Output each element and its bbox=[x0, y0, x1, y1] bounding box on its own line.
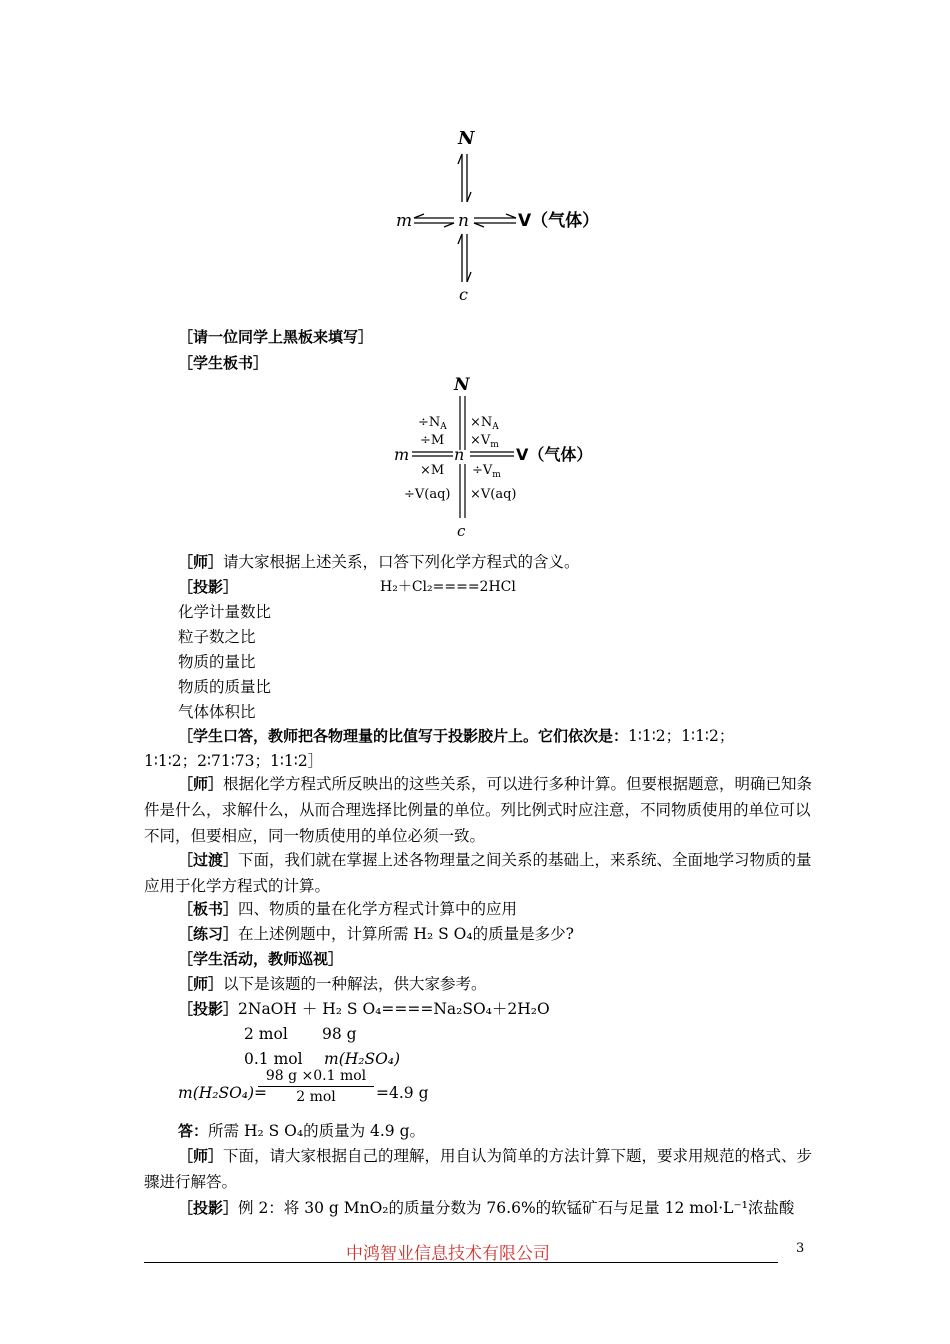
diagram2-m: m bbox=[394, 445, 410, 464]
line-activity: ［学生活动，教师巡视］ bbox=[178, 950, 344, 968]
relation-diagram-2 bbox=[390, 370, 620, 542]
calc-numerator: 98 g ×0.1 mol bbox=[258, 1068, 374, 1087]
diagram2-sub-A2: A bbox=[492, 422, 499, 432]
calc-lhs: m(H₂SO₄)= bbox=[178, 1084, 268, 1102]
para-teacher-4: ［师］下面，请大家根据自己的理解，用自认为简单的方法计算下题，要求用规范的格式、步骤进行解答。 bbox=[144, 1147, 813, 1191]
relation-diagram-1 bbox=[390, 122, 610, 304]
svg-text:×Vm bbox=[470, 433, 499, 450]
diagram2-mul-Vaq: ×V(aq) bbox=[470, 487, 517, 502]
line-amounts-1: 2 mol 98 g bbox=[244, 1025, 357, 1043]
line-item-mass: 物质的质量比 bbox=[178, 678, 272, 696]
para-projection-3: ［投影］例 2：将 30 g MnO₂的质量分数为 76.6%的软锰矿石与足量 12 mol·L⁻¹浓盐酸 bbox=[178, 1199, 795, 1217]
svg-text:÷Vm bbox=[472, 463, 501, 480]
line-item-coef: 化学计量数比 bbox=[178, 603, 272, 621]
diagram1-V: V（气体） bbox=[518, 211, 600, 231]
diagram2-div-M: ÷M bbox=[420, 433, 445, 448]
line-projection-2: ［投影］2NaOH ＋ H₂ S O₄====Na₂SO₄＋2H₂O bbox=[178, 1000, 550, 1018]
diagram2-mul-NA: ×N bbox=[470, 415, 493, 430]
diagram1-c: c bbox=[459, 285, 468, 304]
line-item-particles: 粒子数之比 bbox=[178, 628, 256, 646]
diagram1-n: n bbox=[458, 211, 469, 231]
calc-fraction bbox=[258, 1068, 374, 1105]
diagram2-div-NA: ÷N bbox=[418, 415, 441, 430]
line-board: ［板书］四、物质的量在化学方程式计算中的应用 bbox=[178, 900, 518, 918]
svg-text:×NA bbox=[470, 415, 499, 432]
diagram2-V: V（气体） bbox=[516, 445, 593, 464]
diagram2-c: c bbox=[457, 522, 466, 540]
calc-denominator: 2 mol bbox=[296, 1089, 336, 1105]
diagram2-div-Vaq: ÷V(aq) bbox=[404, 487, 451, 502]
line-student-board: ［学生板书］ bbox=[178, 354, 269, 372]
line-item-moles: 物质的量比 bbox=[178, 653, 256, 671]
footer-rule bbox=[144, 1262, 778, 1263]
line-student-answer: ［学生口答，教师把各物理量的比值写于投影胶片上。它们依次是：1∶1∶2；1∶1∶2； bbox=[178, 727, 735, 745]
para-teacher-2: ［师］根据化学方程式所反映出的这些关系，可以进行多种计算。但要根据题意，明确已知条件是什么，求解什么，从而合理选择比例量的单位。列比例式时应注意，不同物质使用的单位可以不同，但要相应，同一物质使用的单位必须一致。 bbox=[144, 775, 813, 845]
diagram1-m: m bbox=[396, 211, 413, 231]
line-teacher-3: ［师］以下是该题的一种解法，供大家参考。 bbox=[178, 975, 487, 993]
svg-text:÷NA bbox=[418, 415, 447, 432]
diagram2-sub-m2: m bbox=[492, 470, 501, 480]
line-amounts-2: 0.1 mol m(H₂SO₄) bbox=[244, 1050, 401, 1068]
line-item-volume: 气体体积比 bbox=[178, 703, 256, 721]
line-ratios: 1∶1∶2；2∶71∶73；1∶1∶2］ bbox=[144, 752, 324, 770]
diagram2-div-Vm: ÷V bbox=[472, 463, 493, 478]
diagram2-sub-m1: m bbox=[490, 440, 499, 450]
footer-company: 中鸿智业信息技术有限公司 bbox=[346, 1244, 550, 1264]
line-exercise: ［练习］在上述例题中，计算所需 H₂ S O₄的质量是多少? bbox=[178, 925, 574, 943]
line-ask-student: ［请一位同学上黑板来填写］ bbox=[178, 328, 374, 346]
diagram1-N: N bbox=[458, 128, 475, 149]
diagram2-mul-Vm: ×V bbox=[470, 433, 491, 448]
diagram2-n: n bbox=[454, 445, 465, 464]
diagram2-N: N bbox=[454, 375, 470, 395]
para-transition: ［过渡］下面，我们就在掌握上述各物理量之间关系的基础上，来系统、全面地学习物质的量应用于化学方程式的计算。 bbox=[144, 851, 812, 895]
diagram2-mul-M: ×M bbox=[420, 463, 445, 478]
line-projection-1: ［投影］ H₂＋Cl₂====2HCl bbox=[178, 578, 516, 596]
calc-rhs: =4.9 g bbox=[376, 1084, 429, 1102]
line-answer: 答：所需 H₂ S O₄的质量为 4.9 g。 bbox=[178, 1122, 425, 1140]
line-teacher-1: ［师］请大家根据上述关系，口答下列化学方程式的含义。 bbox=[178, 553, 580, 571]
footer-page-number: 3 bbox=[796, 1241, 805, 1256]
diagram2-sub-A1: A bbox=[440, 422, 447, 432]
